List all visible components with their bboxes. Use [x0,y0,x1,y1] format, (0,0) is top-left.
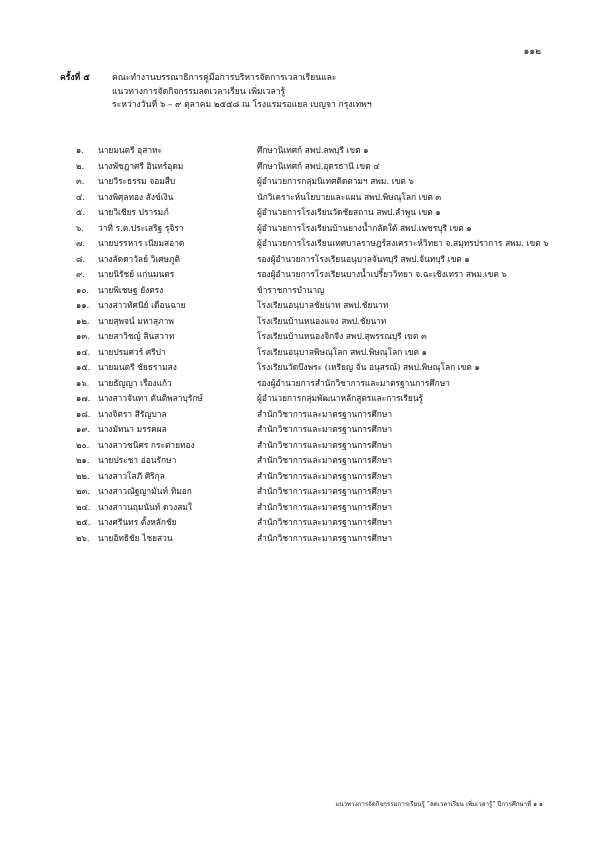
member-position: โรงเรียนอนุบาลพิษณุโลก สพป.พิษณุโลก เขต ๑ [257,346,427,357]
member-name: นางพิศุลทอง สังข์เงิน [98,191,174,202]
list-item [0,283,595,299]
member-number: ๒๕. [76,517,91,527]
member-number: ๒๑. [76,455,90,465]
member-name: นายธัญญา เรืองแก้ว [98,377,172,388]
member-position: สำนักวิชาการและมาตรฐานการศึกษา [257,408,393,419]
list-item [0,329,595,345]
member-number: ๒๒. [76,470,90,481]
member-name: นายสาวิชญ์ สินสวาท [98,331,175,341]
page-footer: แนวทางการจัดกิจกรรมการเรียนรู้ “ลดเวลาเรียน เพิ่มเวลารู้” ปีการศึกษาที่ ๑ ๑ [335,801,543,808]
member-number: ๒๔. [76,501,91,512]
member-number: ๑๖. [76,377,90,388]
member-name: นายมนตรี ชัยธรามสง [98,362,177,372]
member-number: ๑๔. [76,346,91,357]
member-number: ๑๕. [76,362,91,372]
list-item [0,407,595,423]
list-item [0,314,595,330]
list-item [0,453,595,469]
section-heading [60,72,540,113]
member-position: ผู้อำนวยการกลุ่มนิเทศติดตามฯ สพม. เขต ๖ [257,176,414,186]
member-number: ๕. [76,207,86,217]
list-item [0,531,595,547]
member-number: ๑๙. [76,424,91,434]
member-name: นางจิตรา สีรัญบาล [98,408,167,419]
member-name: นายปรมศวร์ ศรีปา [98,346,166,357]
member-name: นางสาวทัศนีย์ เดือนฉาย [98,300,186,310]
member-position: โรงเรียนวัดบึงพระ (เหรียญ จั่น อนุสรณ์) สพป.พิษณุโลก เขต ๑ [257,362,480,372]
member-name: นายประชา อ่อนรักษา [98,455,177,465]
member-position: สำนักวิชาการและมาตรฐานการศึกษา [257,501,393,512]
member-number: ๔. [76,191,86,202]
member-name: นางศรีนทร ตั้งหลักชัย [98,517,177,527]
member-position: สำนักวิชาการและมาตรฐานการศึกษา [257,455,393,465]
list-item [0,221,595,237]
member-position: นักวิเคราะห์นโยบายและแผน สพป.พิษณุโลก เขต ๓ [257,191,442,202]
member-name: นายนิรัชย์ แก่นมนตร [98,269,175,279]
list-item [0,174,595,190]
member-position: ศึกษานิเทศก์ สพป.อุดรธานี เขต ๔ [257,160,380,171]
member-name: นายสุพจน์ มหาสุภาพ [98,315,174,326]
member-number: ๑๒. [76,315,90,326]
member-name: นายวีระธรรม จอมสืบ [98,176,176,186]
member-name: นายพิเชษฐ ยังตรง [98,284,164,295]
list-item [0,438,595,454]
member-position: ผู้อำนวยการโรงเรียนวัดชัยสถาน สพป.ลำพูน เขต ๑ [257,207,441,217]
member-name: นายบรรหาร เนียมสอาด [98,238,185,248]
list-item [0,484,595,500]
member-name: นางลัดดาวัลย์ วิเศษภูติ [98,253,180,264]
member-list [0,143,595,546]
member-number: ๑๑. [76,300,90,310]
list-item [0,500,595,516]
list-item [0,376,595,392]
member-position: โรงเรียนอนุบาลชัยนาท สพป.ชัยนาท [257,300,389,310]
member-number: ๖. [76,222,84,233]
member-number: ๒๖. [76,532,90,543]
list-item [0,469,595,485]
member-position: ผู้อำนวยการโรงเรียนเทศบาลราษฎร์สงเคราะห์วิทยา จ.สมุทรปราการ สพม. เขต ๖ [257,238,549,248]
list-item [0,298,595,314]
heading-first-line [60,72,540,86]
list-item [0,360,595,376]
member-name: นางสาวนฤมนันท์ ดวงสมใ [98,501,192,512]
member-number: ๘. [76,253,86,264]
member-number: ๒. [76,160,85,171]
member-name: นายอิทธิชัย ไชยสวน [98,532,173,543]
member-number: ๑๗. [76,393,91,403]
member-position: ผู้อำนวยการกลุ่มพัฒนาหลักสูตรและการเรียนรู้ [257,393,424,403]
member-name: นางสาวณัฐญามันท์ ทิมอก [98,486,192,496]
member-name: ว่าที่ ร.ต.ประเสริฐ รุจิรา [98,222,184,233]
member-position: สำนักวิชาการและมาตรฐานการศึกษา [257,470,393,481]
member-position: สำนักวิชาการและมาตรฐานการศึกษา [257,486,393,496]
list-item [0,143,595,159]
member-name: นางสาวจันทา ตันติพลาบุรักษ์ [98,393,203,403]
member-position: รองผู้อำนวยการโรงเรียนบางน้ำเปรี้ยววิทยา จ.ฉะเชิงเทรา สพม.เขต ๖ [257,269,507,279]
member-number: ๒๓. [76,486,90,496]
member-name: นายมนตรี อุสาหะ [98,145,163,155]
member-name: นางสาวชนิศร กระต่ายทอง [98,439,195,450]
member-position: สำนักวิชาการและมาตรฐานการศึกษา [257,424,393,434]
member-position: โรงเรียนบ้านหนองจิกจีง สพป.สุพรรณบุรี เขต ๓ [257,331,427,341]
member-position: สำนักวิชาการและมาตรฐานการศึกษา [257,439,393,450]
heading-line-3: ระหว่างวันที่ ๖ – ๙ ตุลาคม ๒๕๕๘ ณ โรงแรมรอแยล เบญจา กรุงเทพฯ [112,100,372,111]
list-item [0,422,595,438]
member-number: ๓. [76,176,85,186]
member-position: ผู้อำนวยการโรงเรียนบ้านยางน้ำกลัดใต้ สพป.เพชรบุรี เขต ๑ [257,222,472,233]
member-number: ๑๘. [76,408,91,419]
member-name: นางพัชฎาศรี อินทร์อุดม [98,160,184,171]
member-name: นางมัทนา มรรคผล [98,424,167,434]
list-item [0,345,595,361]
list-item [0,159,595,175]
member-name: นางสาวโสภี ศิริกุล [98,470,165,481]
list-item [0,205,595,221]
member-name: นายวิเชียร ปรารมภ์ [98,207,169,217]
member-number: ๗. [76,238,85,248]
member-number: ๒๐. [76,439,90,450]
member-position: ข้าราชการบำนาญ [257,284,325,295]
heading-label: ครั้งที่ ๕ [60,73,90,83]
list-item [0,267,595,283]
list-item [0,236,595,252]
member-number: ๑. [76,145,84,155]
member-position: ศึกษานิเทศก์ สพป.ลพบุรี เขต ๑ [257,145,369,155]
member-number: ๙. [76,269,85,279]
member-position: รองผู้อำนวยการสำนักวิชาการและมาตรฐานการศึกษา [257,377,450,388]
list-item [0,190,595,206]
list-item [0,391,595,407]
heading-line-1: คณะทำงานบรรณาธิการคู่มือการบริหารจัดการเวลาเรียนและ [112,73,337,83]
page-number: ๑๑๒ [523,47,541,57]
member-position: รองผู้อำนวยการโรงเรียนอนุบาลจันทบุรี สพป.จันทบุรี เขต ๑ [257,253,470,264]
member-number: ๑๓. [76,331,90,341]
list-item [0,252,595,268]
heading-line-2: แนวทางการจัดกิจกรรมลดเวลาเรียน เพิ่มเวลารู้ [112,86,286,97]
member-number: ๑๐. [76,284,90,295]
member-position: สำนักวิชาการและมาตรฐานการศึกษา [257,532,393,543]
member-position: สำนักวิชาการและมาตรฐานการศึกษา [257,517,393,527]
member-position: โรงเรียนบ้านหนองแจง สพป.ชัยนาท [257,315,387,326]
list-item [0,515,595,531]
